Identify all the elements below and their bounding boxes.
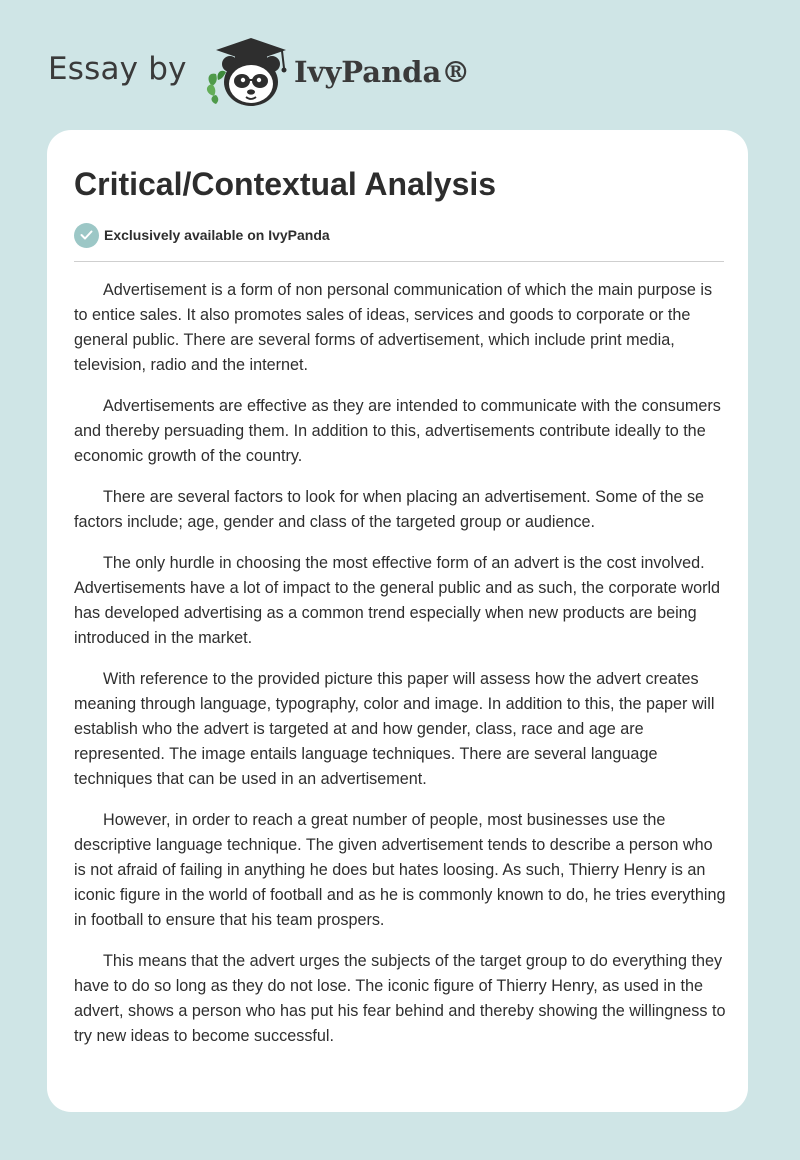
paragraph: Advertisement is a form of non personal communication of which the main purpose is to entice sales. It also promotes sales of ideas, services and goods to corporate or the general public. There are several forms of advertisement, which include print media, television, radio and the internet. <box>74 281 713 374</box>
paragraph: Advertisements are effective as they are intended to communicate with the consumers and thereby persuading them. In addition to this, advertisements contribute ideally to the economic growth of the country. <box>74 397 721 465</box>
article-body <box>74 278 726 1065</box>
paragraph: This means that the advert urges the subjects of the target group to do everything they have to do so long as they do not lose. The iconic figure of Thierry Henry, as used in the advert, shows a person who has put his fear behind and thereby showing the willingness to try new ideas to become successful. <box>74 952 726 1045</box>
paragraph: With reference to the provided picture this paper will assess how the advert creates meaning through language, typography, color and image. In addition to this, the paper will establish who the advert is targeted at and how gender, class, race and age are represented. The image entails language techniques. There are several language techniques that can be used in an advertisement. <box>74 670 715 788</box>
paragraph: However, in order to reach a great number of people, most businesses use the descriptive language technique. The given advertisement tends to describe a person who is not afraid of failing in anything he does but hates loosing. As such, Thierry Henry is an iconic figure in the world of football and as he is commonly known to do, he tries everything in football to ensure that his team prospers. <box>74 811 726 929</box>
check-circle-icon <box>74 223 99 248</box>
brand-name[interactable]: IvyPanda® <box>294 55 471 89</box>
paragraph: There are several factors to look for when placing an advertisement. Some of the se factors include; age, gender and class of the targeted group or audience. <box>74 488 705 531</box>
article-card <box>47 130 748 1112</box>
site-header <box>48 34 548 114</box>
essay-by-label: Essay by <box>48 51 187 87</box>
divider <box>74 261 724 262</box>
page-title: Critical/Contextual Analysis <box>74 166 497 202</box>
paragraph: The only hurdle in choosing the most effective form of an advert is the cost involved. Advertisements have a lot of impact to the general public and as such, the corporate world has developed advertising as a common trend especially when new products are being introduced in the market. <box>74 554 721 647</box>
exclusive-label: Exclusively available on IvyPanda <box>104 227 330 243</box>
exclusive-badge <box>74 222 330 248</box>
panda-graduate-icon[interactable] <box>202 34 294 110</box>
